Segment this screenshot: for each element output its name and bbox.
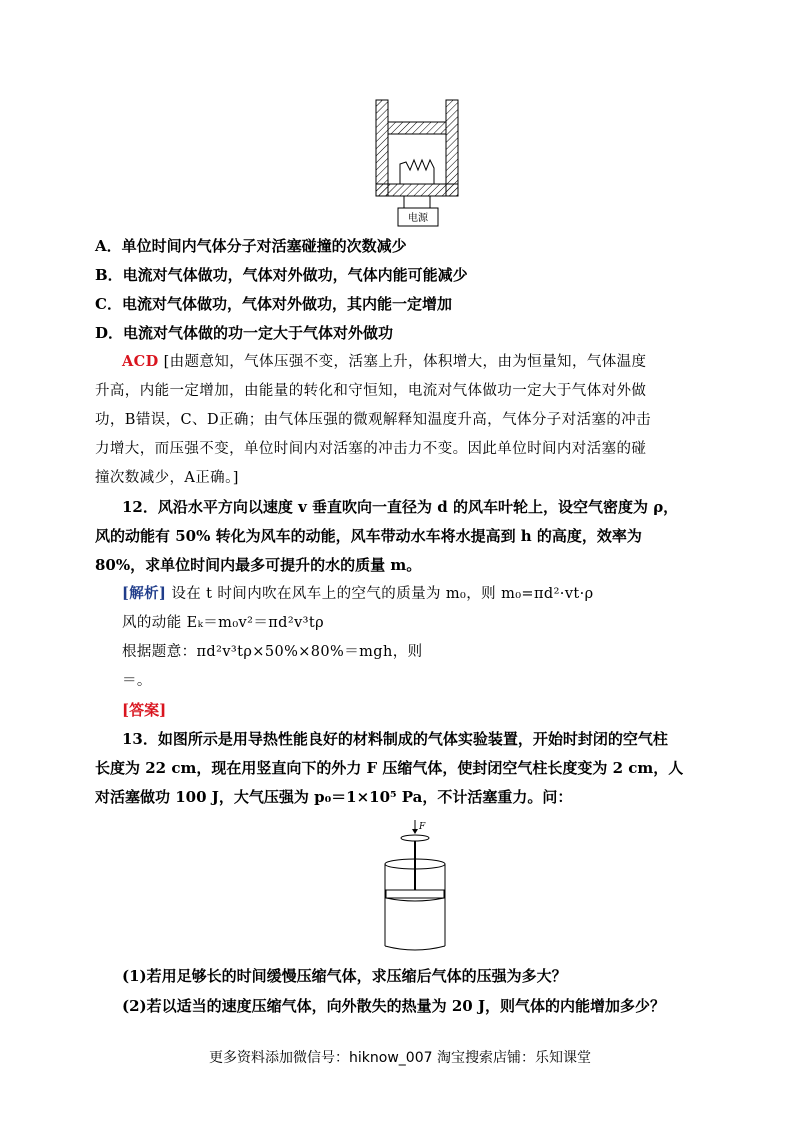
option-c: C．电流对气体做功，气体对外做功，其内能一定增加	[95, 295, 452, 313]
answer11-line3: 功，B错误，C、D正确；由气体压强的微观解释知温度升高，气体分子对活塞的冲击	[95, 412, 652, 428]
answer-label: [答案]	[122, 701, 167, 719]
solution12-line3: 根据题意：πd²v³tρ×50%×80%＝mgh，则	[122, 644, 423, 660]
answer11-label: ACD	[122, 353, 159, 370]
cylinder-heater-diagram	[370, 98, 466, 230]
answer11-line2: 升高，内能一定增加，由能量的转化和守恒知，电流对气体做功一定大于气体对外做	[95, 383, 647, 399]
question13-line3: 对活塞做功 100 J，大气压强为 p₀＝1×10⁵ Pa，不计活塞重力。问：	[95, 788, 573, 806]
question13-sub1: (1)若用足够长的时间缓慢压缩气体，求压缩后气体的压强为多大？	[122, 967, 567, 985]
answer11-line4: 力增大，而压强不变，单位时间内对活塞的冲击力不变。因此单位时间内对活塞的碰	[95, 441, 647, 457]
question12-line2: 风的动能有 50% 转化为风车的动能，风车带动水车将水提高到 h 的高度，效率为	[95, 527, 642, 545]
solution12-line1: [解析] 设在 t 时间内吹在风车上的空气的质量为 m₀，则 m₀=πd²·vt·ρ	[122, 585, 594, 602]
option-b: B．电流对气体做功，气体对外做功，气体内能可能减少	[95, 266, 468, 284]
answer11-line1: ACD [由题意知，气体压强不变，活塞上升，体积增大，由为恒量知，气体温度	[122, 353, 647, 370]
solution12-line4: ＝。	[122, 673, 152, 689]
footer-contact: 更多资料添加微信号：hiknow_007 淘宝搜索店铺：乐知课堂	[209, 1050, 591, 1066]
option-d: D．电流对气体做的功一定大于气体对外做功	[95, 324, 394, 342]
question13-sub2: (2)若以适当的速度压缩气体，向外散失的热量为 20 J，则气体的内能增加多少？	[122, 997, 666, 1015]
question13-line2: 长度为 22 cm，现在用竖直向下的外力 F 压缩气体，使封闭空气柱长度变为 2 cm，人	[95, 759, 684, 777]
force-label: F	[419, 822, 426, 832]
solution-label: [解析]	[122, 585, 167, 602]
question12-line1: 12．风沿水平方向以速度 v 垂直吹向一直径为 d 的风车叶轮上，设空气密度为 ρ，	[122, 498, 679, 516]
power-supply-label: 电源	[408, 213, 428, 224]
question12-line3: 80%，求单位时间内最多可提升的水的质量 m。	[95, 556, 422, 574]
heating-coil-icon	[400, 160, 434, 184]
solution12-line2: 风的动能 Eₖ＝m₀v²＝πd²v³tρ	[122, 615, 325, 631]
question13-line1: 13．如图所示是用导热性能良好的材料制成的气体实验装置，开始时封闭的空气柱	[122, 730, 668, 748]
piston-cylinder-diagram	[377, 818, 457, 953]
option-a: A．单位时间内气体分子对活塞碰撞的次数减少	[95, 237, 407, 255]
answer11-line5: 撞次数减少，A正确。]	[95, 470, 239, 486]
